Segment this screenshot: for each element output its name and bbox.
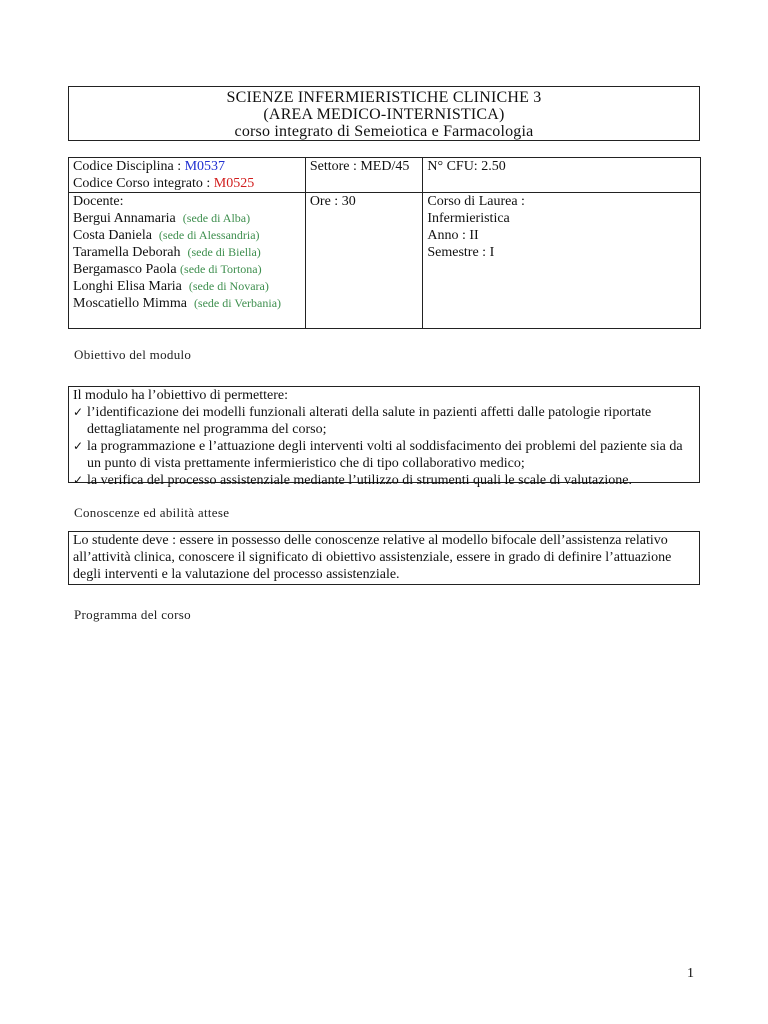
docente-sede: (sede di Alessandria) — [158, 228, 260, 242]
obiettivo-intro: Il modulo ha l’obiettivo di permettere: — [73, 388, 288, 403]
docente-label: Docente: — [73, 194, 124, 209]
ore-cell: Ore : 30 — [305, 193, 423, 329]
docente-sede: (sede di Alba) — [182, 211, 251, 225]
list-item — [73, 404, 695, 438]
codes-cell — [69, 158, 306, 193]
list-item-text: la programmazione e l’attuazione degli interventi volti al soddisfacimento dei problemi del paziente sia da un punto di vista prettamente infermieristico che di tipo collaborativo medico; — [87, 439, 683, 471]
docente-sede: (sede di Novara) — [188, 279, 269, 293]
title-line-2: (AREA MEDICO-INTERNISTICA) — [263, 106, 505, 123]
obiettivo-list — [73, 404, 695, 489]
docente-name: Taramella Deborah — [73, 245, 181, 260]
conoscenze-text: Lo studente deve : essere in possesso delle conoscenze relative al modello bifocale dell’assistenza relativo all’attività clinica, conoscere il significato di obiettivo assistenziale, essere in grado di definire l’attuazione degli interventi e la valutazione del processo assistenziale. — [73, 533, 672, 582]
docente-item — [73, 244, 301, 261]
codice-corso — [73, 175, 301, 192]
docente-name: Costa Daniela — [73, 228, 152, 243]
docente-sede: (sede di Tortona) — [180, 262, 262, 276]
docente-name: Bergui Annamaria — [73, 211, 176, 226]
conoscenze-heading: Conoscenze ed abilità attese — [74, 505, 230, 520]
codice-disciplina — [73, 158, 301, 175]
semestre: Semestre : I — [427, 245, 495, 260]
course-info-table — [68, 157, 701, 329]
docente-item — [73, 278, 301, 295]
docente-item — [73, 210, 301, 227]
docente-name: Moscatiello Mimma — [73, 296, 187, 311]
obiettivo-box — [68, 386, 700, 488]
docente-item — [73, 261, 301, 278]
obiettivo-heading: Obiettivo del modulo — [74, 347, 192, 362]
corso-laurea-cell — [423, 193, 701, 329]
list-item-text: l’identificazione dei modelli funzionali alterati della salute in pazienti affetti dalle patologie riportate dettagliatamente nel programma del corso; — [87, 405, 652, 437]
docente-name: Bergamasco Paola — [73, 262, 177, 277]
title-line-3: corso integrato di Semeiotica e Farmacologia — [234, 123, 534, 140]
title-box — [68, 86, 700, 141]
page-number: 1 — [687, 966, 694, 981]
codice-corso-label: Codice Corso integrato : — [73, 176, 214, 191]
list-item-text: la verifica del processo assistenziale mediante l’utilizzo di strumenti quali le scale di valutazione. — [87, 473, 633, 488]
docente-sede: (sede di Verbania) — [193, 296, 282, 310]
checkmark-icon: ✓ — [73, 439, 84, 453]
conoscenze-box — [68, 531, 700, 585]
docente-name: Longhi Elisa Maria — [73, 279, 182, 294]
docente-sede: (sede di Biella) — [187, 245, 261, 259]
list-item — [73, 472, 695, 489]
codice-corso-value: M0525 — [213, 176, 255, 191]
corso-laurea-label: Corso di Laurea : — [427, 194, 525, 209]
title-line-1: SCIENZE INFERMIERISTICHE CLINICHE 3 — [226, 89, 542, 106]
checkmark-icon: ✓ — [73, 405, 84, 419]
list-item — [73, 438, 695, 472]
docente-item — [73, 227, 301, 244]
docente-item — [73, 295, 301, 312]
docenti-cell — [69, 193, 306, 329]
corso-laurea-value: Infermieristica — [427, 211, 510, 226]
cfu-cell: N° CFU: 2.50 — [423, 158, 701, 193]
programma-heading: Programma del corso — [74, 607, 191, 622]
anno: Anno : II — [427, 228, 479, 243]
settore-cell: Settore : MED/45 — [305, 158, 423, 193]
checkmark-icon: ✓ — [73, 473, 84, 487]
codice-disciplina-value: M0537 — [184, 159, 226, 174]
codice-disciplina-label: Codice Disciplina : — [73, 159, 185, 174]
